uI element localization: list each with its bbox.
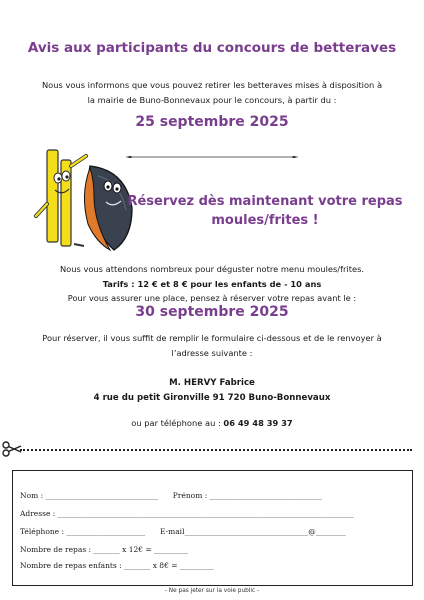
fries-mussel-illustration <box>28 146 140 258</box>
mussel-character-illustration <box>84 166 132 250</box>
instructions-text <box>0 331 424 360</box>
menu-line-3: Pour vous assurer une place, pensez à réserver votre repas avant le : <box>67 293 357 303</box>
intro-line-2: la mairie de Buno-Bonnevaux pour le concours, à partir du : <box>87 94 337 105</box>
reserve-heading <box>126 192 404 230</box>
intro-line-1: Nous vous informons que vous pouvez retirer les betteraves mises à disposition à <box>41 80 383 90</box>
instructions-line-2: l’adresse suivante : <box>171 347 253 358</box>
page-title: Avis aux participants du concours de betteraves <box>27 40 397 56</box>
menu-text <box>0 262 424 306</box>
scissors-icon <box>2 441 22 457</box>
email-field[interactable]: E-mail_________________________________@________ <box>159 527 346 536</box>
address-street: 4 rue du petit Gironville 91 720 Buno-Bonnevaux <box>93 392 331 403</box>
phone-prefix: ou par téléphone au : <box>131 418 221 428</box>
cut-line <box>20 449 412 451</box>
reserve-line-1: Réservez dès maintenant votre repas <box>127 194 403 209</box>
reservation-form <box>12 470 413 586</box>
address-name: M. HERVY Fabrice <box>169 378 255 388</box>
decorative-divider <box>126 156 298 158</box>
phone-line <box>0 418 424 428</box>
reserve-line-2: moules/frites ! <box>211 213 319 228</box>
reservation-deadline: 30 septembre 2025 <box>135 304 289 320</box>
pickup-date: 25 septembre 2025 <box>135 114 289 130</box>
prenom-field[interactable]: Prénom : ______________________________ <box>172 491 323 500</box>
phone-number: 06 49 48 39 37 <box>223 418 293 428</box>
instructions-line-1: Pour réserver, il vous suffit de remplir le formulaire ci-dessous et de le renvoyer à <box>42 333 382 343</box>
fries-character-illustration <box>36 150 86 246</box>
footer-note: - Ne pas jeter sur la voie public - <box>164 588 260 594</box>
adresse-field[interactable]: Adresse : _______________________________________________________________________________ <box>20 509 354 518</box>
intro-text <box>0 78 424 107</box>
menu-line-1: Nous vous attendons nombreux pour déguster notre menu moules/frites. <box>59 264 365 274</box>
repas-enfants-field[interactable]: Nombre de repas enfants : _______ x 8€ = _________ <box>20 561 214 570</box>
tarifs-line: Tarifs : 12 € et 8 € pour les enfants de - 10 ans <box>102 278 322 289</box>
telephone-field[interactable]: Téléphone : _____________________ <box>20 527 146 536</box>
postal-address <box>0 376 424 405</box>
repas-field[interactable]: Nombre de repas : _______ x 12€ = _________ <box>20 545 188 554</box>
nom-field[interactable]: Nom : ______________________________ <box>20 491 158 500</box>
